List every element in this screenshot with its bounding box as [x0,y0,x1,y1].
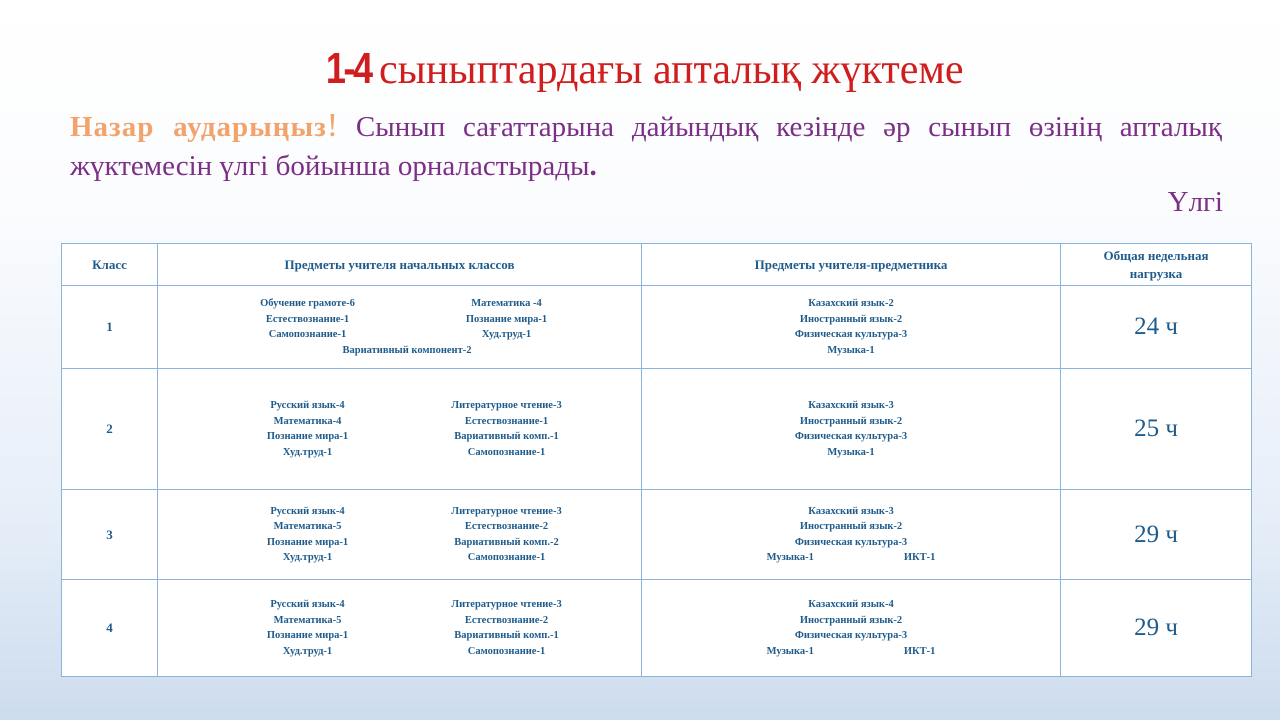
specialist-subject: Иностранный язык-2 [799,313,903,325]
sample-label: Үлгі [1167,186,1223,218]
primary-subject: Вариативный комп.-1 [454,431,559,442]
table-row [62,286,1252,369]
primary-subject: Познание мира-1 [465,313,548,325]
primary-subject: Самопознание-1 [467,645,546,657]
attention-note [70,106,1222,186]
specialist-subject: Казахский язык-3 [808,400,894,411]
primary-subject: Познание мира-1 [266,630,349,641]
primary-subject: Вариативный комп.-2 [454,536,559,548]
specialist-subject: Казахский язык-2 [808,298,894,309]
primary-subject: Русский язык-4 [270,599,345,610]
primary-subject: Математика-5 [273,521,342,532]
specialist-subjects-cell [642,369,1061,490]
specialist-subjects-cell [642,490,1061,580]
class-cell: 1 [62,286,158,369]
specialist-subject: Музыка-1 [766,552,814,563]
specialist-subject: Физическая культура-3 [794,630,908,641]
primary-subjects-cell [158,369,642,490]
primary-subjects-cell [158,490,642,580]
primary-subject: Обучение грамоте-6 [260,298,355,309]
page-title [0,44,1280,94]
total-load-cell: 24 ч [1061,286,1252,369]
table-row [62,580,1252,677]
attention-text: Сынып сағаттарына дайындық кезінде әр сынып өзінің апталық жүктемесін үлгі бойынша орналастырады [70,111,1222,182]
primary-subject: Познание мира-1 [266,431,349,442]
primary-subject: Русский язык-4 [270,400,345,411]
primary-subjects-cell [158,580,642,677]
attention-period: . [589,150,597,182]
primary-subject: Худ.труд-1 [282,446,333,458]
specialist-subject: Иностранный язык-2 [799,521,903,532]
total-load-cell: 29 ч [1061,580,1252,677]
header-class: Класс [62,244,158,286]
primary-subject: Литературное чтение-3 [451,400,562,411]
specialist-subject: Физическая культура-3 [794,536,908,548]
title-text: сыныптардағы апталық жүктеме [379,47,964,93]
table-header-row [62,244,1252,286]
primary-subject: Худ.труд-1 [282,645,333,657]
table-row [62,490,1252,580]
primary-subject: Естествознание-1 [464,415,549,427]
primary-subject: Худ.труд-1 [481,329,532,340]
class-cell: 2 [62,369,158,490]
specialist-subject: Иностранный язык-2 [799,614,903,626]
header-primary-subjects: Предметы учителя начальных классов [158,244,642,286]
weekly-load-table [61,243,1252,677]
specialist-subject: ИКТ-1 [903,645,936,657]
primary-subject: Познание мира-1 [266,536,349,548]
primary-subject: Худ.труд-1 [282,552,333,563]
primary-subject: Естествознание-2 [464,521,549,532]
class-cell: 4 [62,580,158,677]
attention-exclamation: ! [326,107,339,144]
specialist-subject: Музыка-1 [827,446,875,458]
primary-subject: Литературное чтение-3 [451,505,562,517]
primary-subject: Самопознание-1 [467,552,546,563]
primary-subject: Литературное чтение-3 [451,599,562,610]
primary-subject: Математика-5 [273,614,342,626]
specialist-subject: Физическая культура-3 [794,431,908,442]
header-total-load: Общая недельная нагрузка [1061,244,1252,286]
specialist-subject: Физическая культура-3 [794,329,908,340]
attention-label: Назар аударыңыз [70,111,327,143]
specialist-subject: Иностранный язык-2 [799,415,903,427]
table-row [62,369,1252,490]
specialist-subject: Музыка-1 [766,645,814,657]
primary-subject: Математика -4 [471,298,542,309]
primary-subject: Вариативный комп.-1 [454,630,559,641]
primary-subject: Математика-4 [273,415,342,427]
specialist-subject: Музыка-1 [827,344,875,356]
primary-subject-variative: Вариативный компонент-2 [342,344,472,356]
specialist-subject: ИКТ-1 [903,552,936,563]
primary-subject: Самопознание-1 [268,329,347,340]
primary-subject: Русский язык-4 [270,505,345,517]
total-load-cell: 25 ч [1061,369,1252,490]
specialist-subjects-cell [642,580,1061,677]
header-specialist-subjects: Предметы учителя-предметника [642,244,1061,286]
primary-subject: Естествознание-2 [464,614,549,626]
primary-subject: Естествознание-1 [265,313,350,325]
total-load-cell: 29 ч [1061,490,1252,580]
class-cell: 3 [62,490,158,580]
title-grades: 1-4 [326,44,372,93]
primary-subject: Самопознание-1 [467,446,546,458]
specialist-subject: Казахский язык-4 [808,599,894,610]
specialist-subject: Казахский язык-3 [808,505,894,517]
primary-subjects-cell [158,286,642,369]
specialist-subjects-cell [642,286,1061,369]
